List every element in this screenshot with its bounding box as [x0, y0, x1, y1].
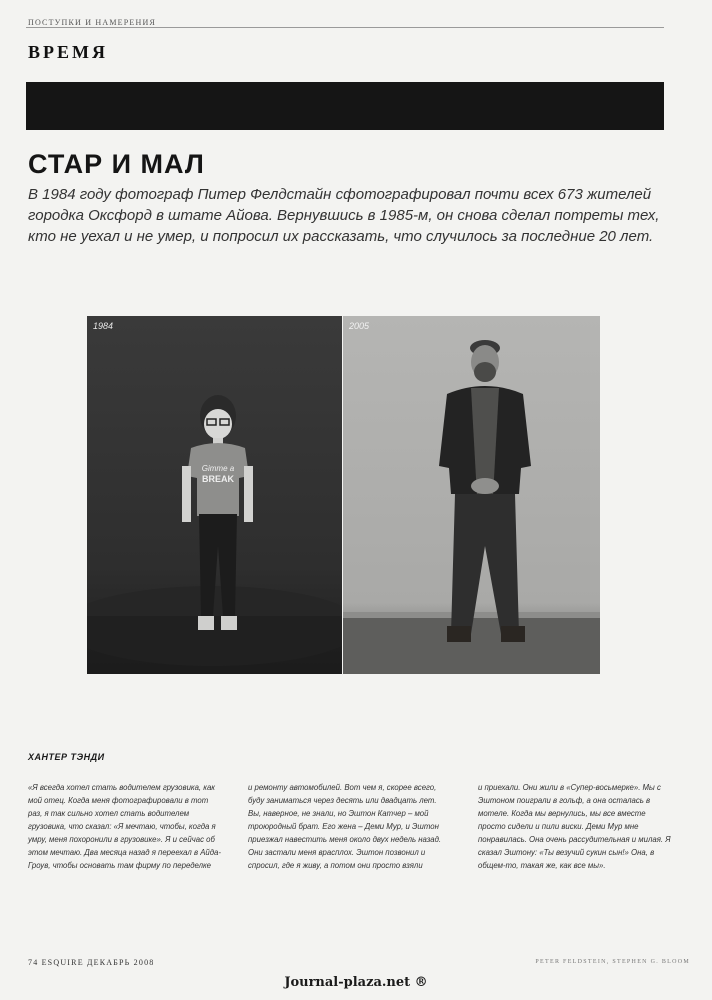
article-lede: В 1984 году фотограф Питер Фелдстайн сфотографировал почти всех 673 жителей городка Оксфорд в штате Айова. Вернувшись в 1985-м, он снова сделал потреты тех, кто не уехал и не умер, и попросил их рассказать, что случилось за последние 20 лет.: [28, 186, 660, 245]
man-portrait-image: [343, 316, 600, 674]
page-folio: 74 ESQUIRE ДЕКАБРЬ 2008: [28, 958, 155, 967]
photo-credits: PETER FELDSTEIN, STEPHEN G. BLOOM: [535, 959, 690, 965]
subject-name: ХАНТЕР ТЭНДИ: [28, 752, 105, 762]
watermark: Journal-plaza.net ®: [284, 975, 428, 990]
boy-portrait-image: [87, 316, 342, 674]
shirt-text-bottom: BREAK: [201, 474, 235, 484]
header-black-bar: [26, 82, 664, 130]
photo-1984: [87, 316, 342, 674]
photo-2005: [343, 316, 600, 674]
shirt-text-top: Gimme a: [201, 464, 235, 473]
body-column-2: и ремонту автомобилей. Вот чем я, скорее всего, буду заниматься через десять или двадцать лет. Вы, наверное, не знали, но Эштон Катчер – мой троюродный брат. Его жена – Деми Мур, и Эштон приезжал навестить меня около двух недель назад. Они застали меня врасплох. Эштон позвонил и спросил, где я живу, а потом они просто взяли: [248, 783, 442, 870]
section-kicker: ПОСТУПКИ И НАМЕРЕНИЯ: [28, 18, 162, 27]
section-title: ВРЕМЯ: [28, 42, 108, 62]
year-label-2005: 2005: [349, 321, 370, 331]
body-column-3: и приехали. Они жили в «Супер-восьмерке». Мы с Эштоном поиграли в гольф, а она осталась в мотеле. Когда мы вернулись, мы все вместе просто сидели и пили виски. Деми Мур мне понравилась. Она очень рассудительная и милая. Я сказал Эштону: «Ты везучий сукин сын!» Она, в общем-то, такая же, как все мы».: [478, 783, 671, 870]
photo-diptych: [87, 316, 600, 674]
body-column-1: «Я всегда хотел стать водителем грузовика, как мой отец. Когда меня фотографировали в тот раз, я так сильно хотел стать водителем грузовика, что сказал: «Я мечтаю, чтобы, когда я умру, меня похоронили в грузовике». Я и сейчас об этом мечтаю. Два месяца назад я переехал в Айда-Гроув, чтобы основать там фирму по переделке: [28, 783, 221, 870]
article-headline: СТАР И МАЛ: [28, 149, 205, 179]
top-rule: [26, 27, 664, 28]
year-label-1984: 1984: [93, 321, 114, 331]
